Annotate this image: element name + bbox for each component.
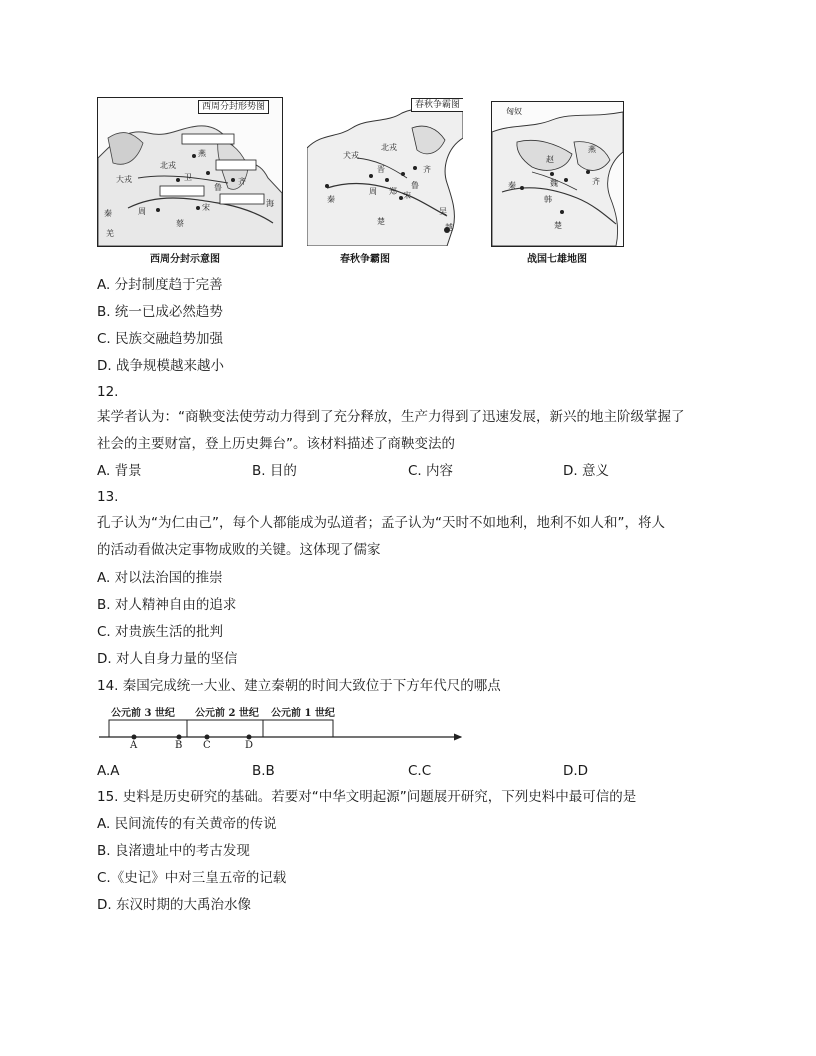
map-label: 吴 [439,207,447,216]
map-label: 楚 [377,217,385,226]
map-label: 魏 [550,179,558,188]
q13-option-c[interactable]: C. 对贵族生活的批判 [97,624,224,640]
warring-states-map [491,101,624,247]
q15-option-d[interactable]: D. 东汉时期的大禹治水像 [97,897,251,913]
q13-number: 13. [97,489,119,505]
q12-stem-line1: 某学者认为：“商鞅变法使劳动力得到了充分释放，生产力得到了迅速发展，新兴的地主阶级掌握了 [97,409,685,425]
q13-option-b[interactable]: B. 对人精神自由的追求 [97,597,237,613]
map-label: 大戎 [116,175,132,184]
q12-options-row [97,462,737,480]
timeline-point-d: D [245,740,254,751]
q12-option-d[interactable]: D. 意义 [563,463,609,479]
q11-option-d[interactable]: D. 战争规模越来越小 [97,358,224,374]
map-label: 鲁 [411,181,419,190]
q12-option-c[interactable]: C. 内容 [408,463,454,479]
q14-option-c[interactable]: C.C [408,763,432,779]
q15-option-b[interactable]: B. 良渚遗址中的考古发现 [97,843,250,859]
map-label: 周 [138,207,146,216]
timeline-segment-label: 公元前 3 世纪 [111,708,175,719]
map-label: 齐 [592,177,600,186]
map-label: 赵 [546,155,554,164]
map-label: 秦 [508,181,516,190]
q12-stem-line2: 社会的主要财富，登上历史舞台”。该材料描述了商鞅变法的 [97,436,455,452]
q13-option-d[interactable]: D. 对人自身力量的坚信 [97,651,238,667]
western-zhou-map-title: 西周分封形势图 [198,100,269,114]
spring-autumn-map-caption: 春秋争霸图 [340,254,390,265]
map-label: 楚 [554,221,562,230]
map-label: 晋 [377,165,385,174]
map-label: 海 [266,199,274,208]
map-label: 北戎 [381,143,397,152]
map-label: 韩 [544,195,552,204]
map-label: 秦 [104,209,112,218]
map-label: 越 [445,223,453,232]
map-label: 齐 [238,177,246,186]
map-label: 燕 [198,149,206,158]
warring-states-map-caption: 战国七雄地图 [527,254,587,265]
spring-autumn-map-drawing [307,98,463,246]
map-label: 蔡 [176,219,184,228]
q11-option-c[interactable]: C. 民族交融趋势加强 [97,331,224,347]
map-label: 宋 [202,203,210,212]
q14-option-b[interactable]: B.B [252,763,275,779]
q13-stem-line2: 的活动看做决定事物成败的关键。这体现了儒家 [97,542,381,558]
q14-stem: 14. 秦国完成统一大业、建立秦朝的时间大致位于下方年代尺的哪点 [97,678,501,694]
map-label: 匈奴 [506,107,522,116]
q12-option-b[interactable]: B. 目的 [252,463,297,479]
timeline-point-b: B [175,740,183,751]
map-label: 周 [369,187,377,196]
q12-number: 12. [97,384,119,400]
map-label: 北戎 [160,161,176,170]
timeline-point-a: A [130,740,138,751]
q14-options-row [97,762,737,780]
q12-option-a[interactable]: A. 背景 [97,463,142,479]
timeline-segment-label: 公元前 1 世纪 [271,708,335,719]
map-label: 卫 [184,173,192,182]
map-label: 郑 [389,187,397,196]
spring-autumn-map [306,97,464,247]
q11-option-a[interactable]: A. 分封制度趋于完善 [97,277,223,293]
map-label: 齐 [423,165,431,174]
q15-option-c[interactable]: C.《史记》中对三皇五帝的记载 [97,870,287,886]
map-label: 羌 [106,229,114,238]
western-zhou-map-caption: 西周分封示意图 [150,254,220,265]
q14-option-a[interactable]: A.A [97,763,120,779]
map-label: 秦 [327,195,335,204]
q13-option-a[interactable]: A. 对以法治国的推崇 [97,570,223,586]
q11-option-b[interactable]: B. 统一已成必然趋势 [97,304,223,320]
timeline-point-c: C [203,740,211,751]
timeline-ruler [97,700,467,760]
map-label: 犬戎 [343,151,359,160]
spring-autumn-map-title: 春秋争霸图 [411,98,464,112]
western-zhou-map [97,97,283,247]
map-label: 鲁 [214,183,222,192]
q13-stem-line1: 孔子认为“为仁由己”，每个人都能成为弘道者；孟子认为“天时不如地利，地利不如人和”，将人 [97,515,665,531]
q14-option-d[interactable]: D.D [563,763,589,779]
map-label: 宋 [403,191,411,200]
map-label: 燕 [588,145,596,154]
timeline-segment-label: 公元前 2 世纪 [195,708,259,719]
q15-option-a[interactable]: A. 民间流传的有关黄帝的传说 [97,816,277,832]
q15-stem: 15. 史料是历史研究的基础。若要对“中华文明起源”问题展开研究，下列史料中最可信的是 [97,789,637,805]
